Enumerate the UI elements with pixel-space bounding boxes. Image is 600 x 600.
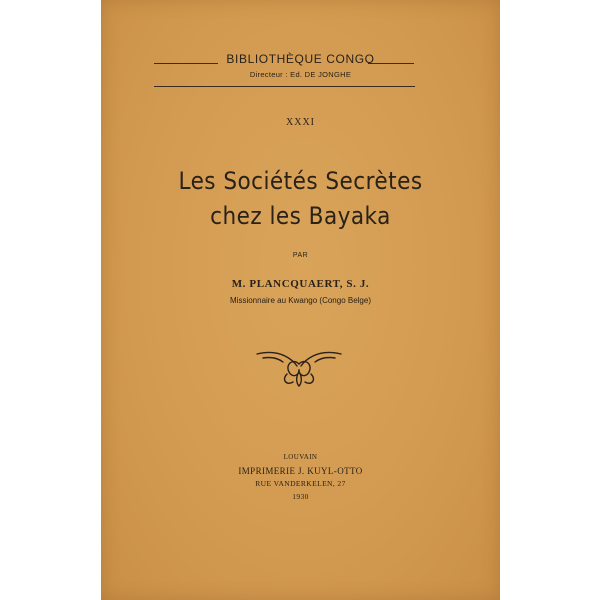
author-name: M. PLANCQUAERT, S. J. [231,278,370,290]
header-rule-bottom [154,86,415,87]
author-role: Missionnaire au Kwango (Congo Belge) [230,296,371,305]
imprint-year: 1930 [292,492,309,501]
series-director: Directeur : Ed. DE JONGHE [249,70,352,79]
series-name: BIBLIOTHÈQUE CONGO [226,52,375,66]
title-line-1: Les Sociétés Secrètes [178,167,423,195]
book-cover [101,0,500,600]
imprint-street: RUE VANDERKELEN, 27 [255,479,346,488]
imprint-place: LOUVAIN [283,453,318,461]
title-line-2: chez les Bayaka [210,202,391,230]
by-word: PAR [292,252,309,259]
imprint-printer: IMPRIMERIE J. KUYL-OTTO [238,466,363,476]
volume-number: XXXI [286,117,315,128]
floral-vignette-icon [249,346,349,388]
